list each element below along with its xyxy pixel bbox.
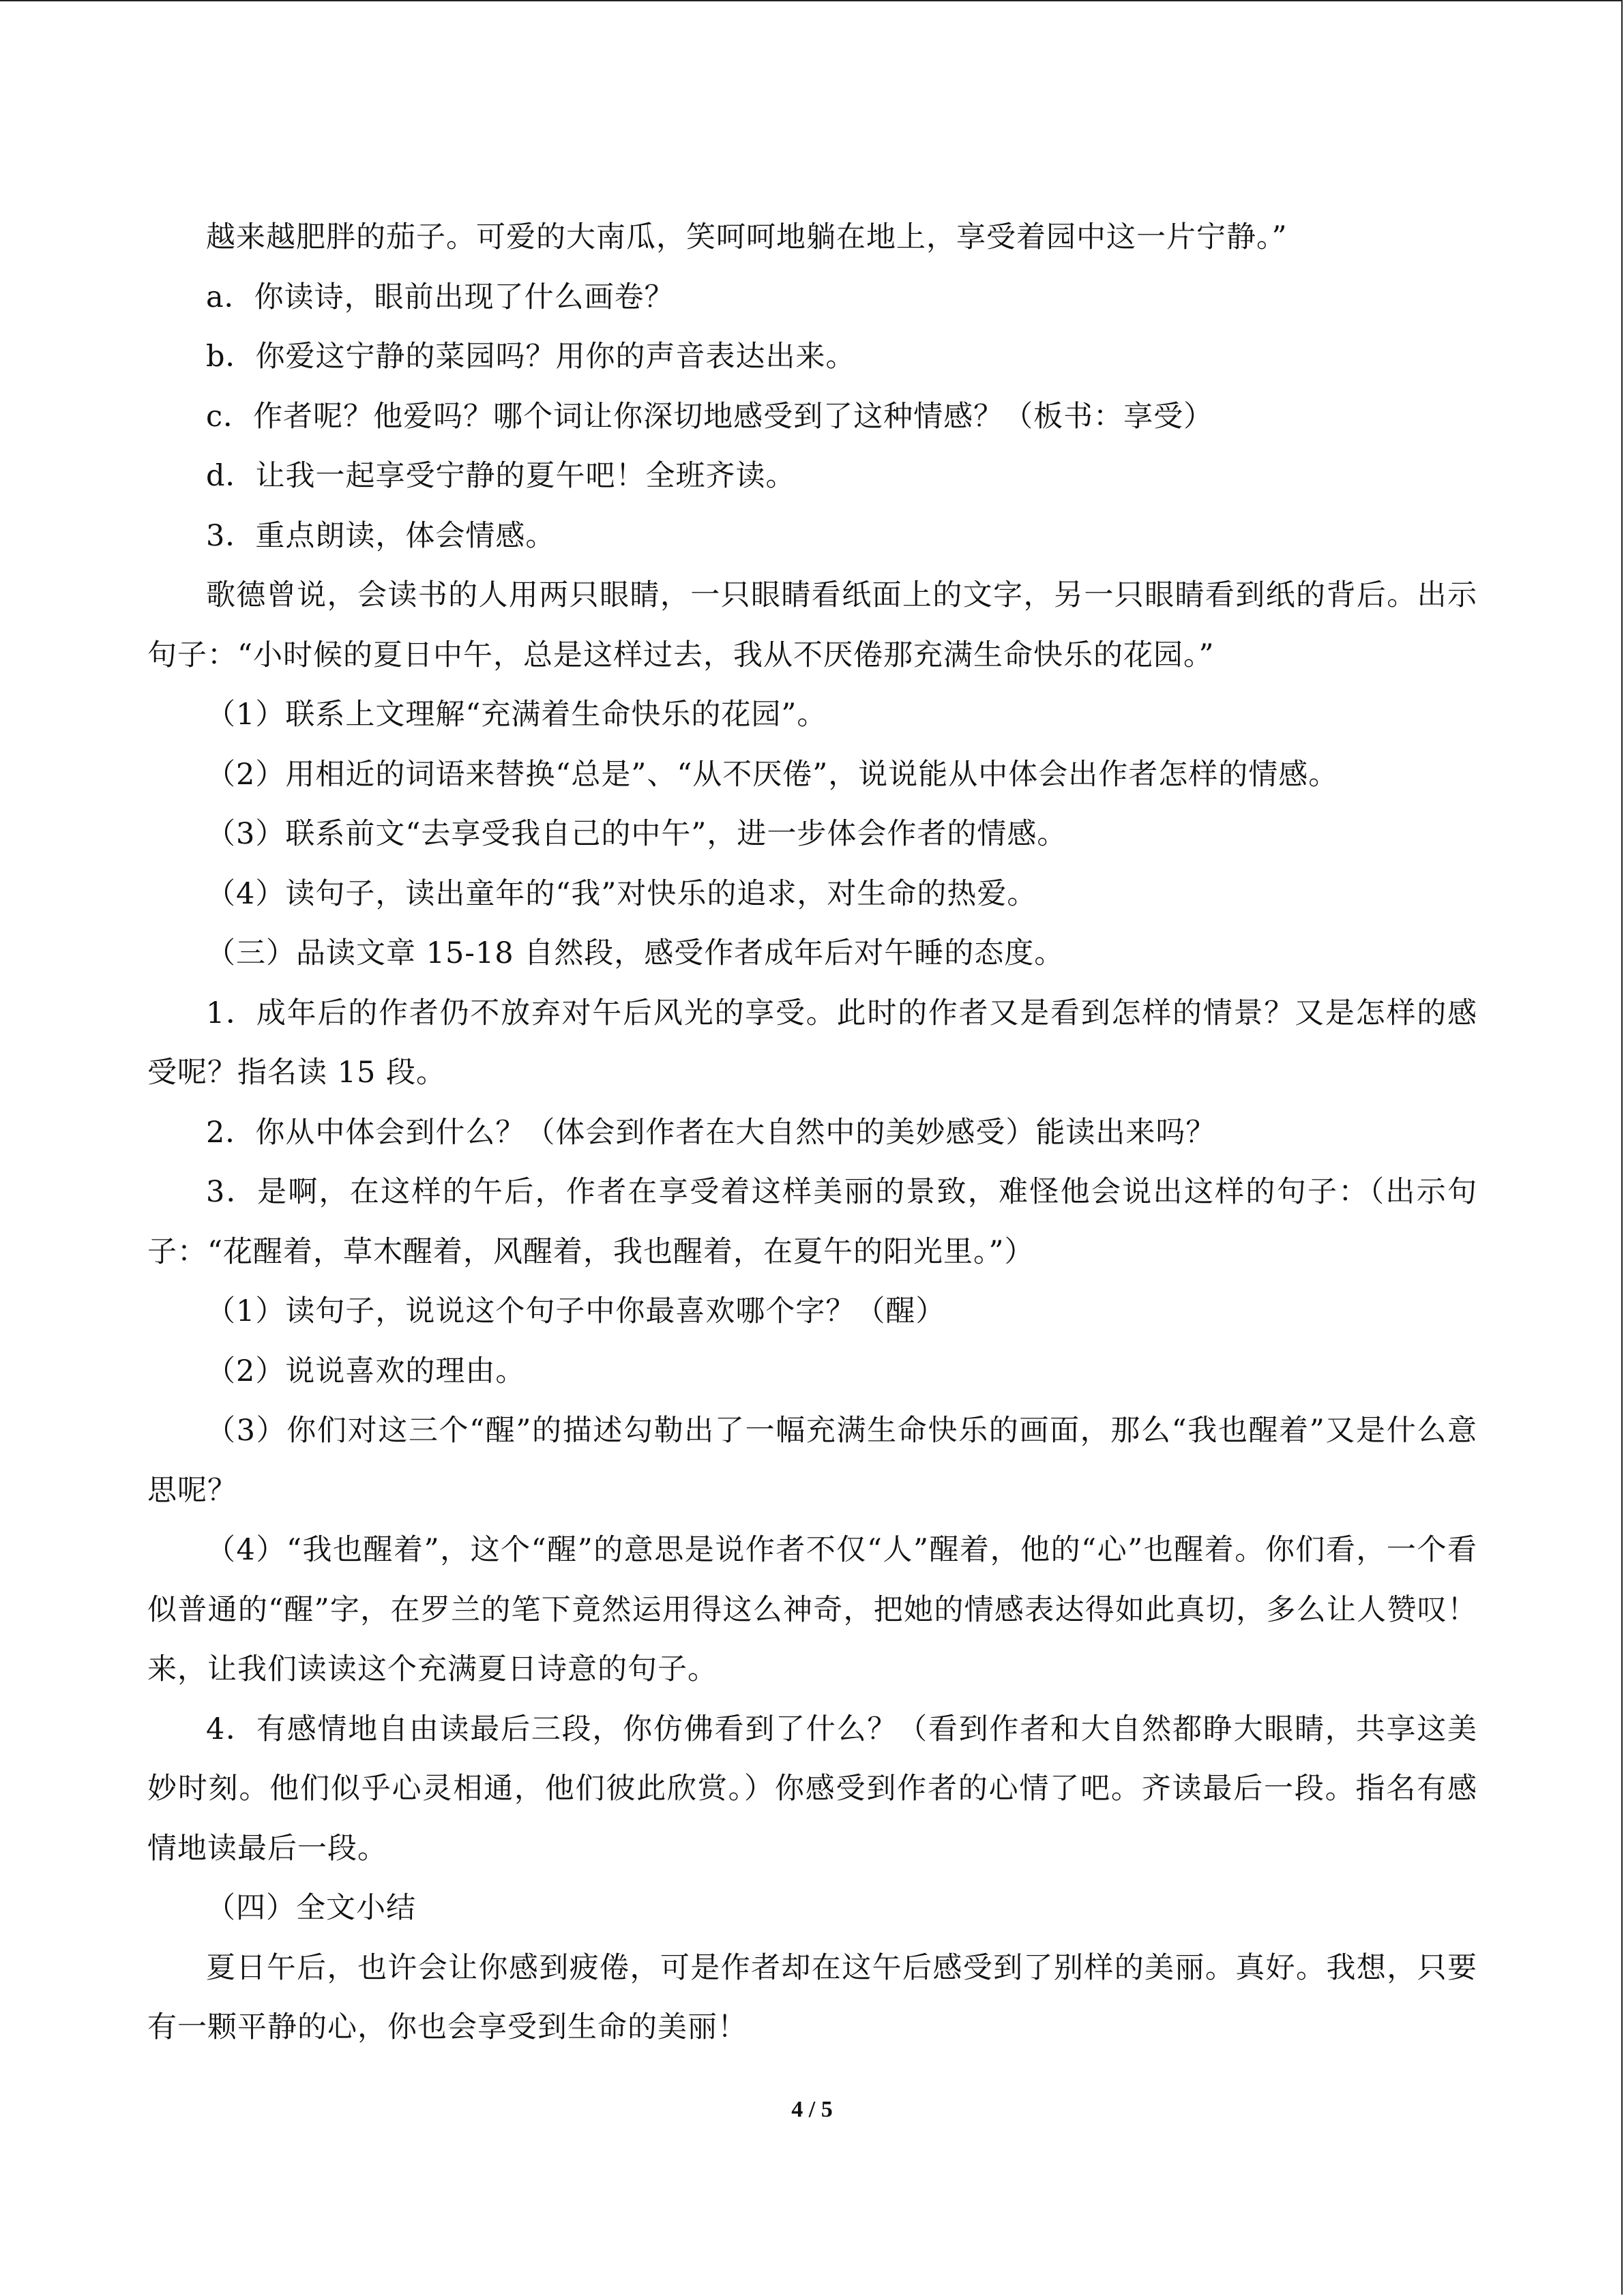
- section-4-heading: （四）全文小结: [206, 1891, 416, 1925]
- page-number: 4 / 5: [791, 2097, 833, 2122]
- document-body: [147, 208, 1477, 2058]
- sub-item-1: （1）联系上文理解“充满着生命快乐的花园”。: [206, 698, 827, 732]
- question-c: c．作者呢？他爱吗？哪个词让你深切地感受到了这种情感？（板书：享受）: [206, 399, 1214, 434]
- sub-item-4b: （4）“我也醒着”，这个“醒”的意思是说作者不仅“人”醒着，他的“心”也醒着。你们看，一个看似普通的“醒”字，在罗兰的笔下竟然运用得这么神奇，把她的情感表达得如此真切，多么让人赞叹！来，让我们读读这个充满夏日诗意的句子。: [147, 1533, 1477, 1686]
- goethe-paragraph: 歌德曾说，会读书的人用两只眼睛，一只眼睛看纸面上的文字，另一只眼睛看到纸的背后。出示句子：“小时候的夏日中午，总是这样过去，我从不厌倦那充满生命快乐的花园。”: [147, 578, 1477, 672]
- question-a: a．你读诗，眼前出现了什么画卷？: [206, 280, 675, 314]
- step-2-paragraph: 2．你从中体会到什么？（体会到作者在大自然中的美妙感受）能读出来吗？: [206, 1115, 1216, 1150]
- question-b: b．你爱这宁静的菜园吗？用你的声音表达出来。: [206, 340, 856, 374]
- paragraph-continuation: 越来越肥胖的茄子。可爱的大南瓜，笑呵呵地躺在地上，享受着园中这一片宁静。”: [206, 220, 1288, 254]
- question-d: d．让我一起享受宁静的夏午吧！全班齐读。: [206, 459, 796, 493]
- section-3-heading: （三）品读文章 15-18 自然段，感受作者成年后对午睡的态度。: [206, 936, 1065, 970]
- sub-item-2: （2）用相近的词语来替换“总是”、“从不厌倦”，说说能从中体会出作者怎样的情感。: [206, 757, 1339, 792]
- sub-item-4: （4）读句子，读出童年的“我”对快乐的追求，对生命的热爱。: [206, 876, 1037, 911]
- step-3-heading: 3．重点朗读，体会情感。: [206, 518, 556, 553]
- sub-item-3b: （3）你们对这三个“醒”的描述勾勒出了一幅充满生命快乐的画面，那么“我也醒着”又是什么意思呢？: [147, 1414, 1477, 1508]
- summary-paragraph: 夏日午后，也许会让你感到疲倦，可是作者却在这午后感受到了别样的美丽。真好。我想，只要有一颗平静的心，你也会享受到生命的美丽！: [147, 1950, 1477, 2044]
- step-4-paragraph: 4．有感情地自由读最后三段，你仿佛看到了什么？（看到作者和大自然都睁大眼睛，共享这美妙时刻。他们似乎心灵相通，他们彼此欣赏。）你感受到作者的心情了吧。齐读最后一段。指名有感情地读最后一段。: [147, 1712, 1477, 1866]
- sub-item-1b: （1）读句子，说说这个句子中你最喜欢哪个字？（醒）: [206, 1294, 946, 1328]
- step-1-paragraph: 1．成年后的作者仍不放弃对午后风光的享受。此时的作者又是看到怎样的情景？又是怎样的感受呢？指名读 15 段。: [147, 996, 1477, 1090]
- step-3-paragraph: 3．是啊，在这样的午后，作者在享受着这样美丽的景致，难怪他会说出这样的句子：（出示句子：“花醒着，草木醒着，风醒着，我也醒着，在夏午的阳光里。”）: [147, 1175, 1477, 1269]
- sub-item-2b: （2）说说喜欢的理由。: [206, 1354, 526, 1388]
- sub-item-3: （3）联系前文“去享受我自己的中午”，进一步体会作者的情感。: [206, 817, 1067, 851]
